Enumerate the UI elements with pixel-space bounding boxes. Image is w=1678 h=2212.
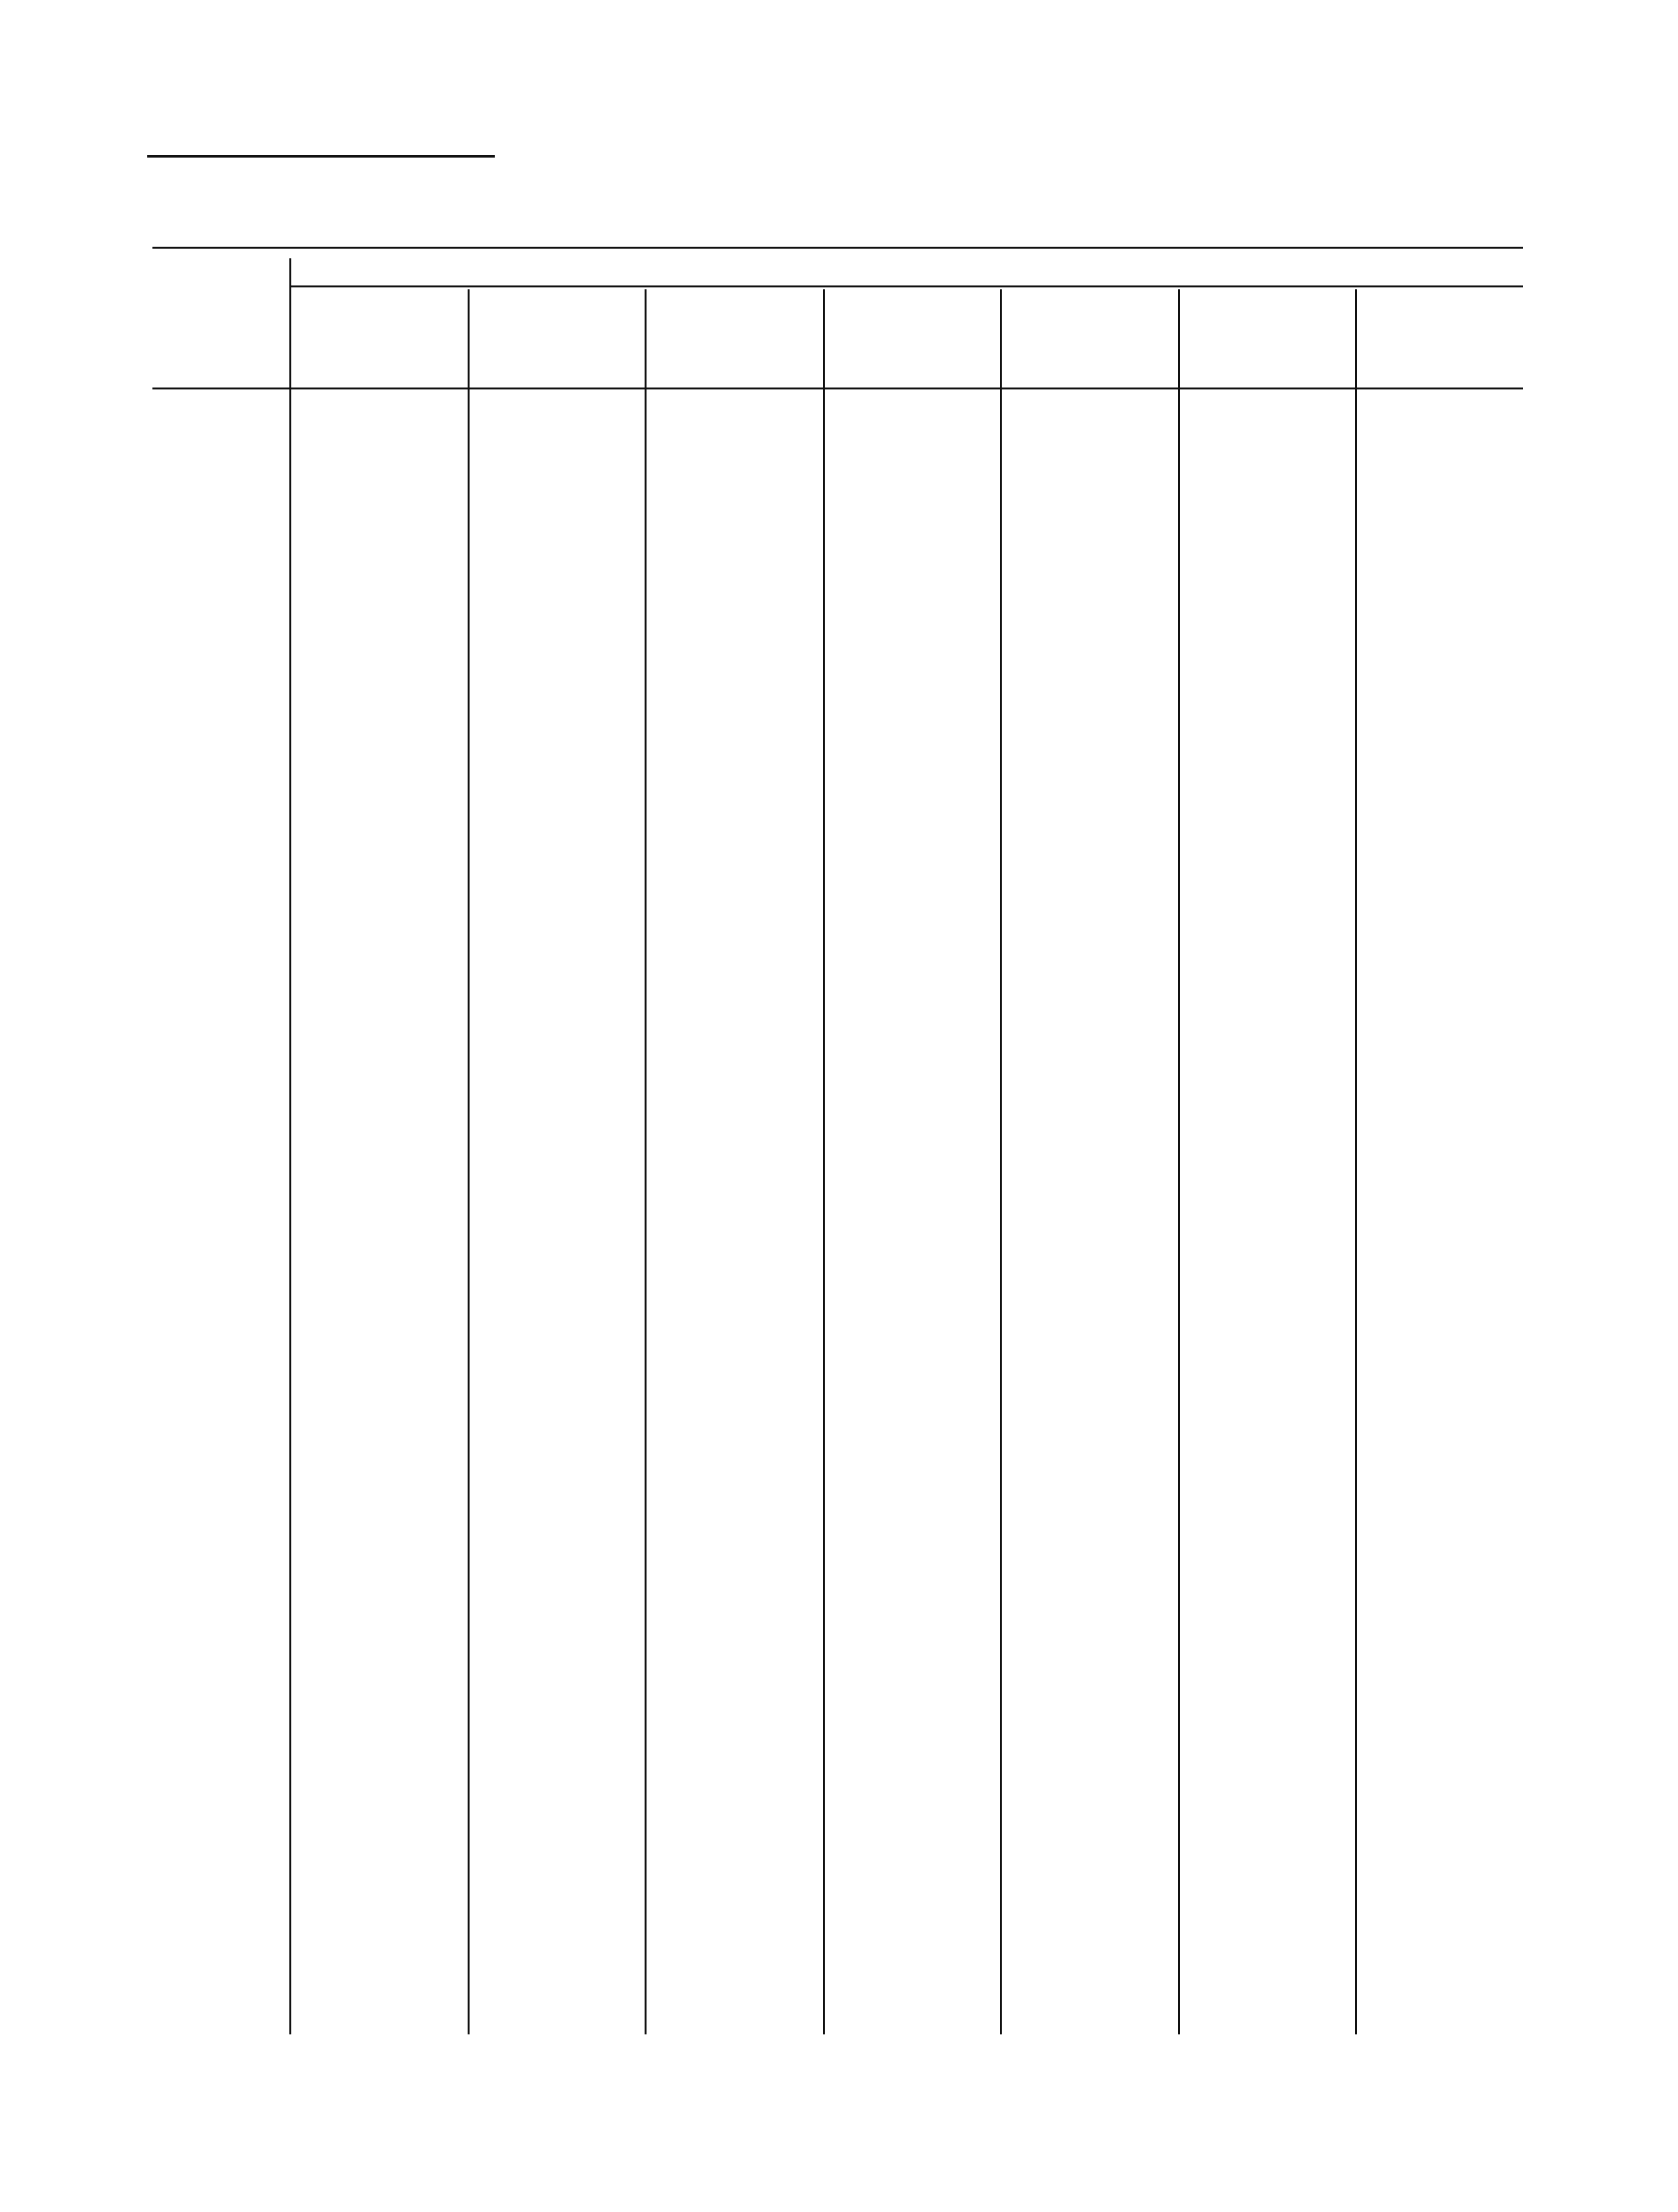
column-divider (1000, 289, 1002, 2034)
column-divider (645, 289, 647, 2034)
column-divider (468, 289, 470, 2034)
column-divider (289, 258, 291, 2034)
header-bottom-rule (152, 388, 1523, 389)
page-header (147, 116, 165, 147)
table-top-rule (152, 247, 1523, 249)
header-rule (147, 155, 495, 158)
column-divider (823, 289, 825, 2034)
column-divider (1355, 289, 1357, 2034)
column-divider (1178, 289, 1180, 2034)
group-header-rule (291, 285, 1523, 287)
